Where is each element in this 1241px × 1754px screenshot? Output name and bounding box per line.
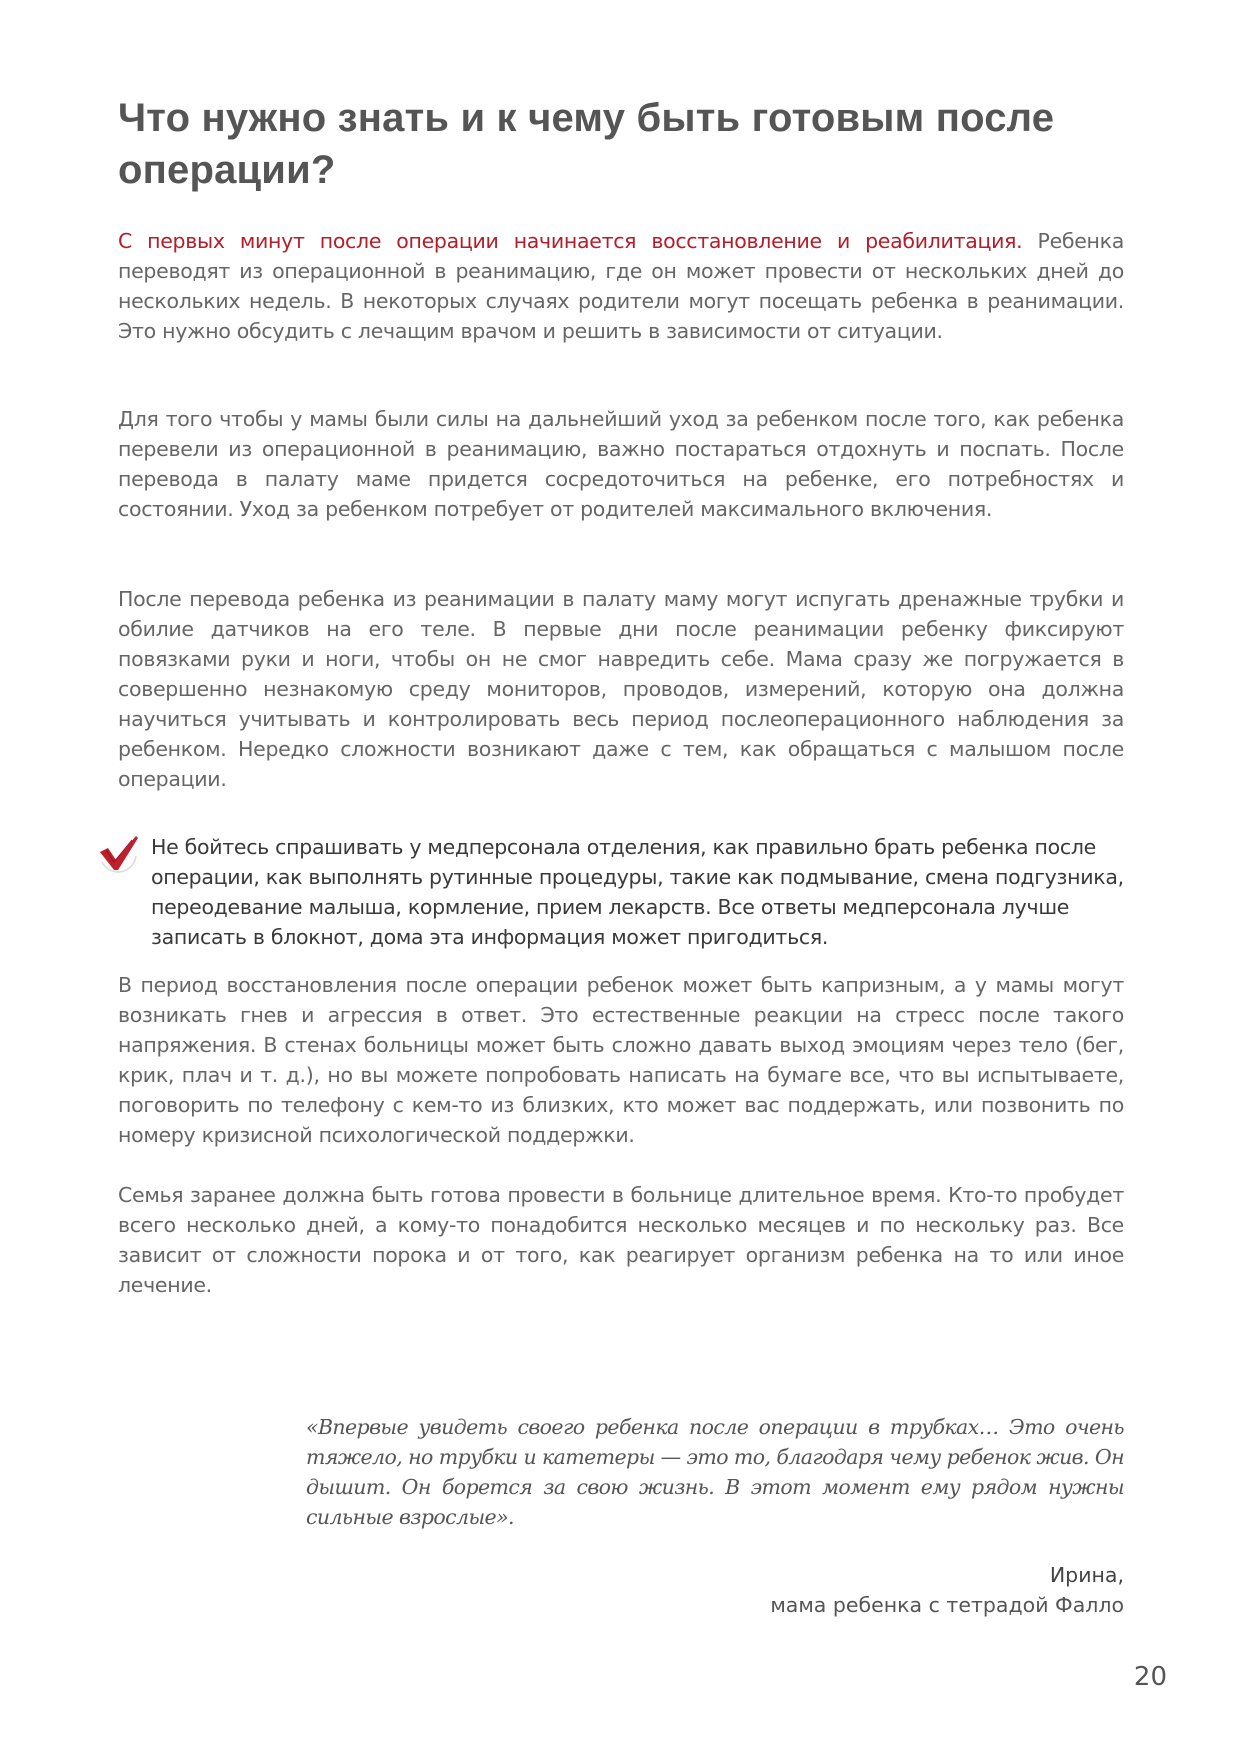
paragraph-lead-highlight: С первых минут после операции начинается восстановление и реабилитация. (118, 229, 1023, 253)
testimonial-quote: «Впервые увидеть своего ребенка после операции в трубках… Это очень тяжело, но трубки и катетеры — это то, благодаря чему ребенок жив. Он дышит. Он борется за свою жизнь. В этот момент ему рядом нужны сильные взрослые». (306, 1415, 1124, 1529)
page-title: Что нужно знать и к чему быть готовым после операции? (118, 96, 1055, 192)
checkmark-icon (96, 832, 140, 876)
page-number: 20 (1133, 1662, 1167, 1692)
paragraph-rest: Для того чтобы у мамы были силы на дальнейший уход за ребенком после того, как ребенка перевели из операционной в реанимацию, важно постараться отдохнуть и поспать. После перевода в палату маме придется сосредоточиться на ребенке, его потребностях и состоянии. Уход за ребенком потребует от родителей максимального включения. (118, 407, 1124, 521)
paragraph-emotions: В период восстановления после операции ребенок может быть капризным, а у мамы могут возникать гнев и агрессия в ответ. Это естественные реакции на стресс после такого напряжения. В стенах больницы может быть сложно давать выход эмоциям через тело (бег, крик, плач и т. д.), но вы можете попробовать написать на бумаге все, что вы испытываете, поговорить по телефону с кем-то из близких, кто может вас поддержать, или позвонить по номеру кризисной психологической поддержки. (118, 973, 1124, 1147)
paragraph-recovery (118, 226, 1124, 346)
author-name: Ирина, (1049, 1563, 1124, 1587)
paragraph-hospital-stay: Семья заранее должна быть готова провести в больнице длительное время. Кто-то пробудет всего несколько дней, а кому-то понадобится несколько месяцев и по нескольку раз. Все зависит от сложности порока и от того, как реагирует организм ребенка на то или иное лечение. (118, 1183, 1124, 1297)
quote-attribution (770, 1560, 1124, 1620)
paragraph-ward-transfer: После перевода ребенка из реанимации в палату маму могут испугать дренажные трубки и обилие датчиков на его теле. В первые дни после реанимации ребенку фиксируют повязками руки и ноги, чтобы он не смог навредить себе. Мама сразу же погружается в совершенно незнакомую среду мониторов, проводов, измерений, которую она должна научиться учитывать и контролировать весь период послеоперационного наблюдения за ребенком. Нередко сложности возникают даже с тем, как обращаться с малышом после операции. (118, 587, 1124, 791)
paragraph-text: Ребенка переводят из операционной в реанимацию, где он может провести от нескольких дней до нескольких недель. В некоторых случаях родители могут посещать ребенка в реанимации. Это нужно обсудить с лечащим врачом и решить в зависимости от ситуации. (118, 229, 1124, 343)
tip-text: Не бойтесь спрашивать у медперсонала отделения, как правильно брать ребенка после операции, как выполнять рутинные процедуры, такие как подмывание, смена подгузника, переодевание малыша, кормление, прием лекарств. Все ответы медперсонала лучше записать в блокнот, дома эта информация может пригодиться. (151, 835, 1124, 949)
author-description: мама ребенка с тетрадой Фалло (770, 1593, 1124, 1617)
